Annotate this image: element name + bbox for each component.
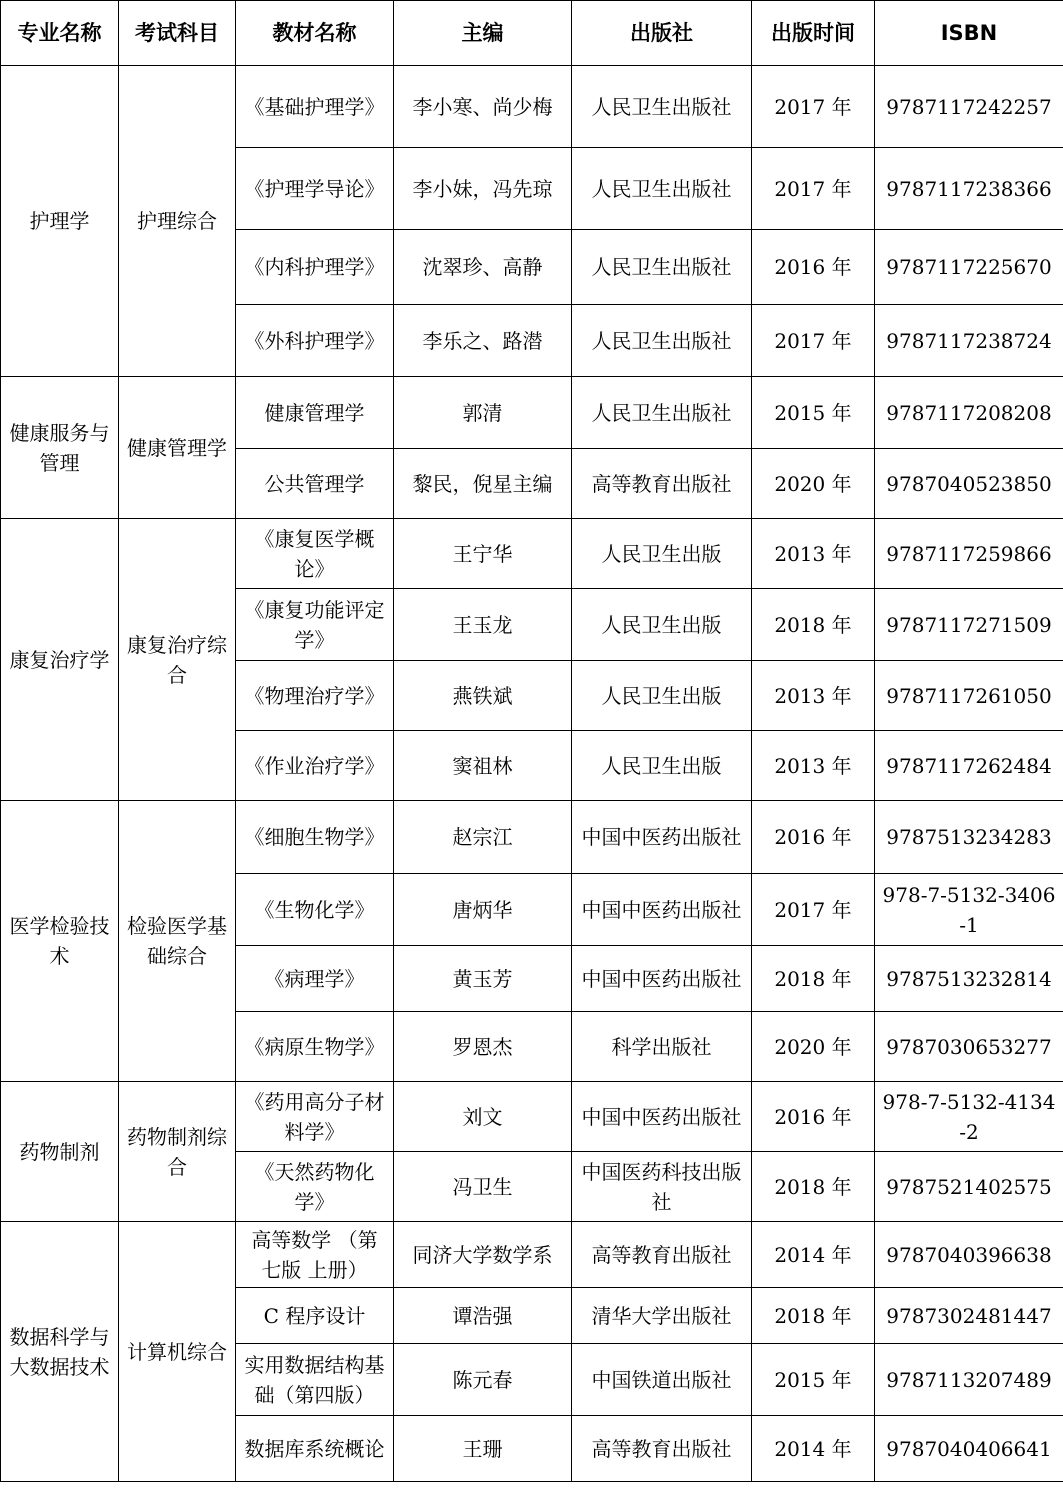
subject-cell: 康复治疗综合 [119, 519, 236, 801]
isbn-cell: 9787302481447 [875, 1288, 1063, 1344]
editor-cell: 李乐之、路潜 [394, 305, 572, 377]
header-major: 专业名称 [1, 1, 119, 66]
subject-cell: 检验医学基础综合 [119, 801, 236, 1082]
isbn-cell: 9787117242257 [875, 66, 1063, 148]
subject-cell: 药物制剂综合 [119, 1082, 236, 1222]
book-cell: 《康复功能评定学》 [236, 589, 394, 661]
book-cell: 《康复医学概论》 [236, 519, 394, 589]
book-cell: 《药用高分子材料学》 [236, 1082, 394, 1152]
isbn-cell: 9787117261050 [875, 661, 1063, 731]
book-cell: 《天然药物化学》 [236, 1152, 394, 1222]
header-isbn: ISBN [875, 1, 1063, 66]
year-cell: 2016 年 [752, 1082, 875, 1152]
editor-cell: 窦祖林 [394, 731, 572, 801]
publisher-cell: 人民卫生出版社 [572, 305, 752, 377]
publisher-cell: 中国中医药出版社 [572, 946, 752, 1012]
year-cell: 2013 年 [752, 661, 875, 731]
year-cell: 2017 年 [752, 305, 875, 377]
publisher-cell: 高等教育出版社 [572, 1416, 752, 1482]
year-cell: 2018 年 [752, 589, 875, 661]
major-cell: 医学检验技术 [1, 801, 119, 1082]
publisher-cell: 人民卫生出版 [572, 519, 752, 589]
year-cell: 2014 年 [752, 1416, 875, 1482]
header-book: 教材名称 [236, 1, 394, 66]
isbn-cell: 9787117271509 [875, 589, 1063, 661]
isbn-cell: 9787040406641 [875, 1416, 1063, 1482]
publisher-cell: 人民卫生出版社 [572, 377, 752, 449]
isbn-cell: 9787117238366 [875, 148, 1063, 230]
book-cell: 《内科护理学》 [236, 230, 394, 305]
editor-cell: 赵宗江 [394, 801, 572, 874]
year-cell: 2015 年 [752, 377, 875, 449]
table-row [1, 66, 1063, 148]
major-cell: 健康服务与管理 [1, 377, 119, 519]
publisher-cell: 中国铁道出版社 [572, 1344, 752, 1416]
year-cell: 2017 年 [752, 874, 875, 946]
book-cell: 《病原生物学》 [236, 1012, 394, 1082]
editor-cell: 刘文 [394, 1082, 572, 1152]
isbn-cell: 978-7-5132-4134-2 [875, 1082, 1063, 1152]
book-cell: 《护理学导论》 [236, 148, 394, 230]
isbn-cell: 9787030653277 [875, 1012, 1063, 1082]
editor-cell: 李小妹，冯先琼 [394, 148, 572, 230]
editor-cell: 黎民，倪星主编 [394, 449, 572, 519]
major-cell: 数据科学与大数据技术 [1, 1222, 119, 1482]
year-cell: 2014 年 [752, 1222, 875, 1288]
table-body [1, 66, 1063, 1482]
editor-cell: 李小寒、尚少梅 [394, 66, 572, 148]
year-cell: 2015 年 [752, 1344, 875, 1416]
publisher-cell: 清华大学出版社 [572, 1288, 752, 1344]
book-cell: 数据库系统概论 [236, 1416, 394, 1482]
isbn-cell: 9787040396638 [875, 1222, 1063, 1288]
editor-cell: 罗恩杰 [394, 1012, 572, 1082]
editor-cell: 燕铁斌 [394, 661, 572, 731]
book-cell: 《细胞生物学》 [236, 801, 394, 874]
year-cell: 2013 年 [752, 731, 875, 801]
year-cell: 2018 年 [752, 946, 875, 1012]
editor-cell: 陈元春 [394, 1344, 572, 1416]
major-cell: 药物制剂 [1, 1082, 119, 1222]
table-row [1, 519, 1063, 589]
isbn-cell: 9787113207489 [875, 1344, 1063, 1416]
year-cell: 2016 年 [752, 801, 875, 874]
isbn-cell: 978-7-5132-3406-1 [875, 874, 1063, 946]
book-cell: 高等数学 （第七版 上册） [236, 1222, 394, 1288]
editor-cell: 王珊 [394, 1416, 572, 1482]
editor-cell: 同济大学数学系 [394, 1222, 572, 1288]
header-year: 出版时间 [752, 1, 875, 66]
book-cell: 公共管理学 [236, 449, 394, 519]
editor-cell: 郭清 [394, 377, 572, 449]
publisher-cell: 中国中医药出版社 [572, 801, 752, 874]
header-subject: 考试科目 [119, 1, 236, 66]
year-cell: 2016 年 [752, 230, 875, 305]
table-row [1, 1082, 1063, 1152]
table-header [1, 1, 1063, 66]
table-row [1, 377, 1063, 449]
table-row [1, 801, 1063, 874]
isbn-cell: 9787117208208 [875, 377, 1063, 449]
editor-cell: 谭浩强 [394, 1288, 572, 1344]
book-cell: 健康管理学 [236, 377, 394, 449]
editor-cell: 沈翠珍、高静 [394, 230, 572, 305]
publisher-cell: 高等教育出版社 [572, 1222, 752, 1288]
publisher-cell: 人民卫生出版 [572, 661, 752, 731]
publisher-cell: 科学出版社 [572, 1012, 752, 1082]
isbn-cell: 9787513234283 [875, 801, 1063, 874]
subject-cell: 健康管理学 [119, 377, 236, 519]
publisher-cell: 中国医药科技出版社 [572, 1152, 752, 1222]
header-publisher: 出版社 [572, 1, 752, 66]
publisher-cell: 高等教育出版社 [572, 449, 752, 519]
book-cell: 《物理治疗学》 [236, 661, 394, 731]
isbn-cell: 9787117262484 [875, 731, 1063, 801]
year-cell: 2017 年 [752, 66, 875, 148]
editor-cell: 王玉龙 [394, 589, 572, 661]
isbn-cell: 9787117225670 [875, 230, 1063, 305]
year-cell: 2017 年 [752, 148, 875, 230]
isbn-cell: 9787513232814 [875, 946, 1063, 1012]
publisher-cell: 中国中医药出版社 [572, 1082, 752, 1152]
major-cell: 康复治疗学 [1, 519, 119, 801]
isbn-cell: 9787521402575 [875, 1152, 1063, 1222]
publisher-cell: 人民卫生出版社 [572, 148, 752, 230]
publisher-cell: 人民卫生出版 [572, 589, 752, 661]
publisher-cell: 人民卫生出版 [572, 731, 752, 801]
book-cell: 《基础护理学》 [236, 66, 394, 148]
publisher-cell: 中国中医药出版社 [572, 874, 752, 946]
year-cell: 2013 年 [752, 519, 875, 589]
publisher-cell: 人民卫生出版社 [572, 66, 752, 148]
editor-cell: 冯卫生 [394, 1152, 572, 1222]
table-row [1, 1222, 1063, 1288]
editor-cell: 黄玉芳 [394, 946, 572, 1012]
year-cell: 2020 年 [752, 1012, 875, 1082]
book-cell: 《作业治疗学》 [236, 731, 394, 801]
isbn-cell: 9787117238724 [875, 305, 1063, 377]
subject-cell: 护理综合 [119, 66, 236, 377]
subject-cell: 计算机综合 [119, 1222, 236, 1482]
major-cell: 护理学 [1, 66, 119, 377]
book-cell: C 程序设计 [236, 1288, 394, 1344]
year-cell: 2020 年 [752, 449, 875, 519]
year-cell: 2018 年 [752, 1288, 875, 1344]
book-cell: 《外科护理学》 [236, 305, 394, 377]
header-editor: 主编 [394, 1, 572, 66]
book-cell: 《生物化学》 [236, 874, 394, 946]
isbn-cell: 9787117259866 [875, 519, 1063, 589]
publisher-cell: 人民卫生出版社 [572, 230, 752, 305]
isbn-cell: 9787040523850 [875, 449, 1063, 519]
year-cell: 2018 年 [752, 1152, 875, 1222]
book-cell: 《病理学》 [236, 946, 394, 1012]
header-row [1, 1, 1063, 66]
book-cell: 实用数据结构基础（第四版） [236, 1344, 394, 1416]
editor-cell: 唐炳华 [394, 874, 572, 946]
editor-cell: 王宁华 [394, 519, 572, 589]
